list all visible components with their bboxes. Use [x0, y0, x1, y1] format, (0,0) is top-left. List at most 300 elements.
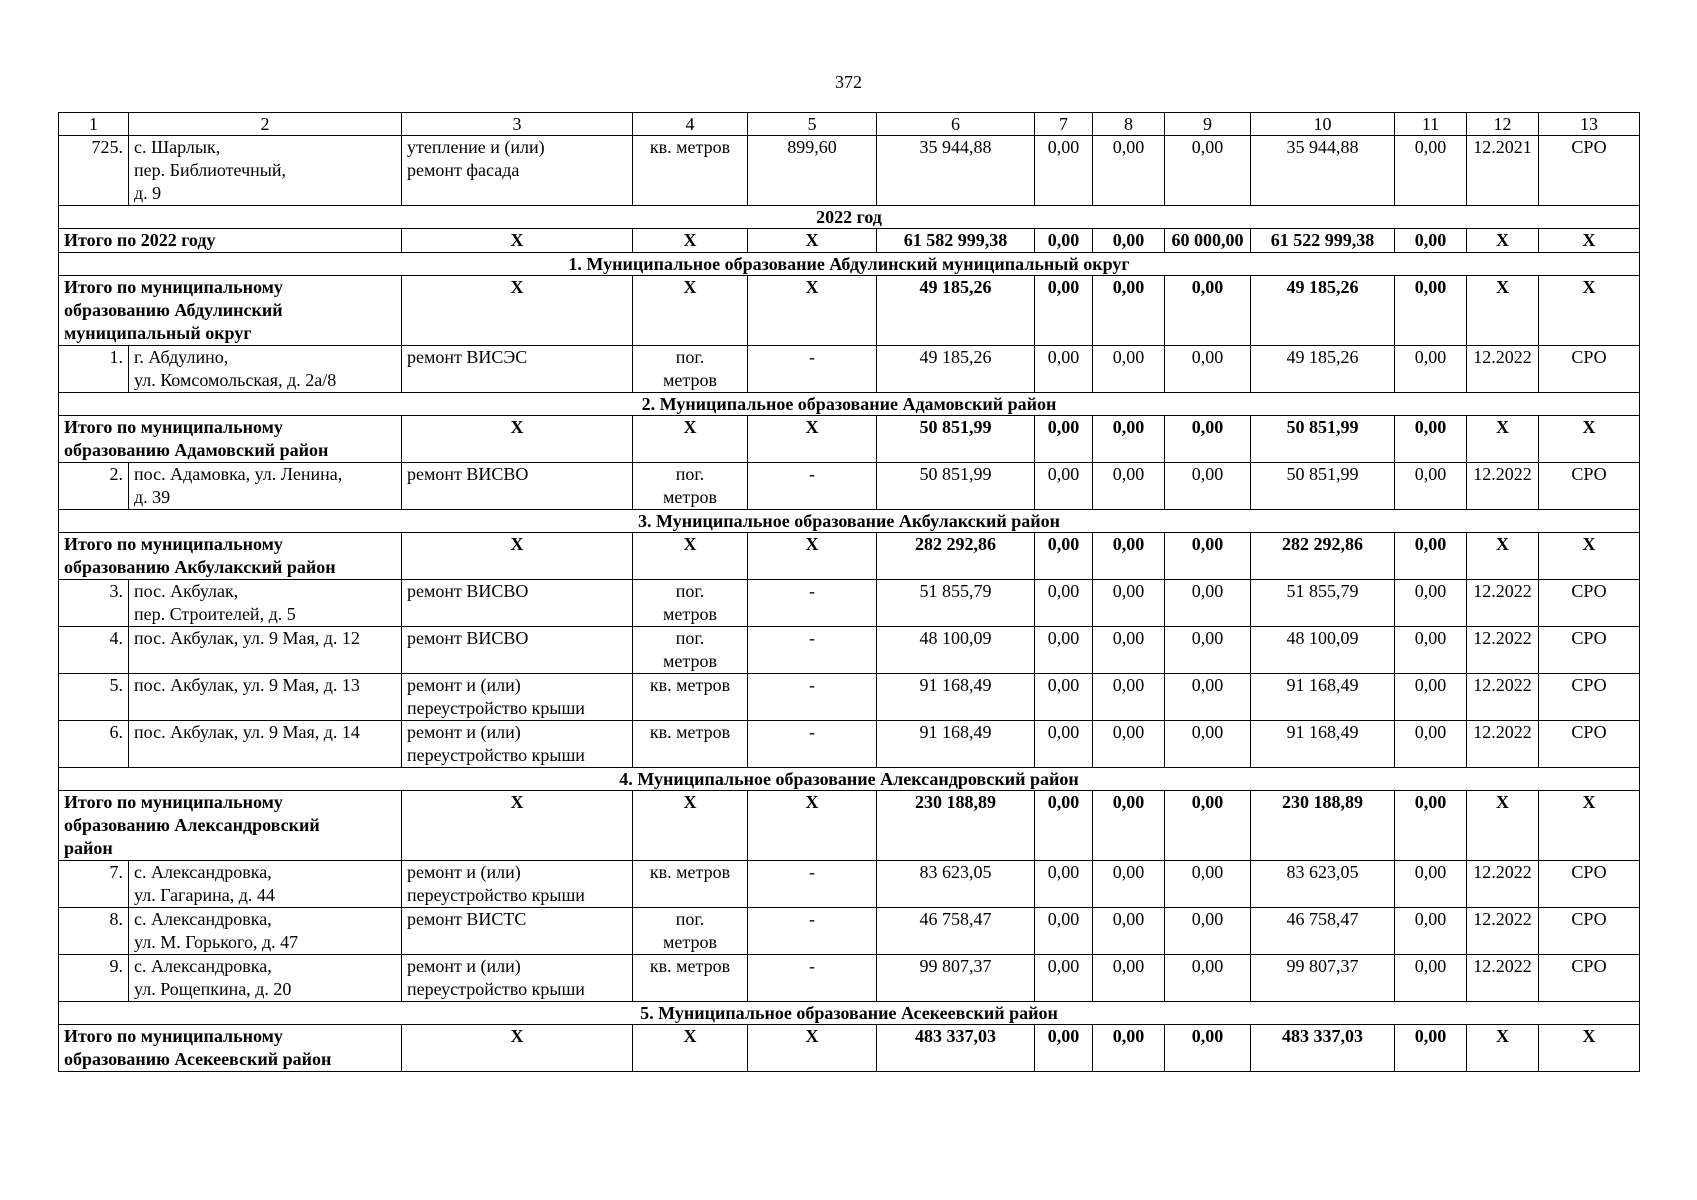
item-col-11: 0,00 — [1395, 346, 1467, 393]
item-address-line: с. Александровка, — [134, 909, 272, 929]
item-unit-line: метров — [663, 604, 717, 624]
subtotal-label-line: Итого по муниципальному — [64, 792, 283, 812]
item-completion-date: 12.2022 — [1467, 955, 1539, 1002]
item-executor: СРО — [1539, 463, 1640, 510]
item-col-7: 0,00 — [1035, 861, 1093, 908]
item-work-type-line: переустройство крыши — [407, 745, 585, 765]
col-unit: X — [633, 276, 748, 346]
item-address-line: пос. Адамовка, ул. Ленина, — [134, 464, 343, 484]
item-work-type — [402, 721, 633, 768]
section-title: 1. Муниципальное образование Абдулинский муниципальный округ — [59, 253, 1640, 276]
item-work-type — [402, 861, 633, 908]
registry-item-row — [59, 580, 1640, 627]
item-unit — [633, 627, 748, 674]
item-work-type-line: ремонт и (или) — [407, 675, 521, 695]
item-col-7: 0,00 — [1035, 908, 1093, 955]
item-unit — [633, 955, 748, 1002]
subtotal-label-line: район — [64, 838, 113, 858]
subtotal-label — [59, 1025, 402, 1072]
item-col-10: 46 758,47 — [1251, 908, 1395, 955]
item-executor: СРО — [1539, 346, 1640, 393]
item-col-7: 0,00 — [1035, 346, 1093, 393]
item-completion-date: 12.2021 — [1467, 136, 1539, 206]
col-12: X — [1467, 791, 1539, 861]
item-unit — [633, 136, 748, 206]
item-col-7: 0,00 — [1035, 580, 1093, 627]
item-work-type-line: ремонт и (или) — [407, 722, 521, 742]
item-work-type — [402, 580, 633, 627]
item-work-type-line: переустройство крыши — [407, 698, 585, 718]
item-unit-line: кв. метров — [649, 137, 731, 157]
col-13: X — [1539, 533, 1640, 580]
col-11: 0,00 — [1395, 1025, 1467, 1072]
col-total-cost: 230 188,89 — [877, 791, 1035, 861]
item-work-type-line: ремонт ВИСТС — [407, 909, 527, 929]
subtotal-label-line: Итого по муниципальному — [64, 1026, 283, 1046]
item-col-10: 83 623,05 — [1251, 861, 1395, 908]
item-unit-line: кв. метров — [649, 675, 731, 695]
col-11: 0,00 — [1395, 791, 1467, 861]
item-unit-line: метров — [663, 487, 717, 507]
item-total-cost: 91 168,49 — [877, 674, 1035, 721]
col-10: 483 337,03 — [1251, 1025, 1395, 1072]
registry-item-row — [59, 463, 1640, 510]
item-completion-date: 12.2022 — [1467, 721, 1539, 768]
col-quantity: X — [748, 1025, 877, 1072]
item-executor: СРО — [1539, 908, 1640, 955]
item-col-11: 0,00 — [1395, 580, 1467, 627]
col-9: 0,00 — [1165, 791, 1251, 861]
item-col-11: 0,00 — [1395, 674, 1467, 721]
col-7: 0,00 — [1035, 416, 1093, 463]
section-heading-row — [59, 253, 1640, 276]
col-unit: X — [633, 1025, 748, 1072]
item-total-cost: 49 185,26 — [877, 346, 1035, 393]
registry-item-row — [59, 908, 1640, 955]
item-col-10: 35 944,88 — [1251, 136, 1395, 206]
section-heading-row — [59, 1002, 1640, 1025]
col-8: 0,00 — [1093, 229, 1165, 253]
item-col-8: 0,00 — [1093, 627, 1165, 674]
column-header-4: 4 — [633, 113, 748, 136]
item-col-11: 0,00 — [1395, 463, 1467, 510]
col-10: 50 851,99 — [1251, 416, 1395, 463]
item-number: 6. — [59, 721, 129, 768]
subtotal-label — [59, 791, 402, 861]
item-work-type-line: переустройство крыши — [407, 979, 585, 999]
item-address — [129, 463, 402, 510]
subtotal-row — [59, 533, 1640, 580]
item-unit-line: пог. — [675, 581, 705, 601]
item-address-line: ул. Рощепкина, д. 20 — [134, 979, 292, 999]
item-total-cost: 46 758,47 — [877, 908, 1035, 955]
col-unit: X — [633, 791, 748, 861]
col-9: 60 000,00 — [1165, 229, 1251, 253]
item-address — [129, 721, 402, 768]
item-unit-line: пог. — [675, 464, 705, 484]
col-10: 49 185,26 — [1251, 276, 1395, 346]
item-col-10: 50 851,99 — [1251, 463, 1395, 510]
col-9: 0,00 — [1165, 1025, 1251, 1072]
item-total-cost: 50 851,99 — [877, 463, 1035, 510]
item-unit-line: метров — [663, 932, 717, 952]
item-col-9: 0,00 — [1165, 721, 1251, 768]
item-unit — [633, 861, 748, 908]
registry-item-row — [59, 627, 1640, 674]
item-work-type — [402, 627, 633, 674]
item-col-10: 91 168,49 — [1251, 721, 1395, 768]
col-9: 0,00 — [1165, 533, 1251, 580]
col-unit: X — [633, 533, 748, 580]
item-work-type-line: ремонт ВИСВО — [407, 581, 529, 601]
item-col-8: 0,00 — [1093, 908, 1165, 955]
section-title: 5. Муниципальное образование Асекеевский район — [59, 1002, 1640, 1025]
section-heading-row — [59, 393, 1640, 416]
section-heading-row — [59, 206, 1640, 229]
section-title: 2. Муниципальное образование Адамовский район — [59, 393, 1640, 416]
item-address-line: г. Абдулино, — [134, 347, 229, 367]
item-col-8: 0,00 — [1093, 580, 1165, 627]
item-number: 7. — [59, 861, 129, 908]
col-work-type: X — [402, 1025, 633, 1072]
item-work-type-line: ремонт и (или) — [407, 956, 521, 976]
item-unit-line: кв. метров — [649, 956, 731, 976]
col-7: 0,00 — [1035, 791, 1093, 861]
page-number: 372 — [835, 72, 862, 92]
item-quantity: 899,60 — [748, 136, 877, 206]
subtotal-label-line: образованию Асекеевский район — [64, 1049, 332, 1069]
col-13: X — [1539, 791, 1640, 861]
item-work-type-line: ремонт ВИСВО — [407, 628, 529, 648]
column-header-7: 7 — [1035, 113, 1093, 136]
col-quantity: X — [748, 533, 877, 580]
col-work-type: X — [402, 416, 633, 463]
column-header-10: 10 — [1251, 113, 1395, 136]
col-total-cost: 483 337,03 — [877, 1025, 1035, 1072]
col-7: 0,00 — [1035, 1025, 1093, 1072]
item-address-line: д. 9 — [134, 183, 162, 203]
column-header-8: 8 — [1093, 113, 1165, 136]
item-address-line: пос. Акбулак, ул. 9 Мая, д. 12 — [134, 628, 360, 648]
item-col-10: 48 100,09 — [1251, 627, 1395, 674]
item-unit — [633, 580, 748, 627]
column-header-5: 5 — [748, 113, 877, 136]
item-unit-line: кв. метров — [649, 862, 731, 882]
col-unit: X — [633, 416, 748, 463]
item-completion-date: 12.2022 — [1467, 463, 1539, 510]
item-work-type-line: ремонт фасада — [407, 160, 520, 180]
col-10: 282 292,86 — [1251, 533, 1395, 580]
column-header-12: 12 — [1467, 113, 1539, 136]
item-work-type — [402, 346, 633, 393]
item-col-11: 0,00 — [1395, 955, 1467, 1002]
item-work-type — [402, 955, 633, 1002]
item-address-line: пос. Акбулак, ул. 9 Мая, д. 13 — [134, 675, 360, 695]
item-col-10: 91 168,49 — [1251, 674, 1395, 721]
col-work-type: X — [402, 276, 633, 346]
item-work-type-line: переустройство крыши — [407, 885, 585, 905]
item-executor: СРО — [1539, 861, 1640, 908]
item-work-type-line: ремонт ВИСВО — [407, 464, 529, 484]
item-quantity: - — [748, 908, 877, 955]
col-total-cost: 50 851,99 — [877, 416, 1035, 463]
item-completion-date: 12.2022 — [1467, 346, 1539, 393]
col-8: 0,00 — [1093, 791, 1165, 861]
item-col-8: 0,00 — [1093, 955, 1165, 1002]
col-total-cost: 49 185,26 — [877, 276, 1035, 346]
col-10: 61 522 999,38 — [1251, 229, 1395, 253]
item-col-10: 99 807,37 — [1251, 955, 1395, 1002]
item-unit-line: пог. — [675, 909, 705, 929]
item-unit-line: метров — [663, 651, 717, 671]
item-quantity: - — [748, 861, 877, 908]
subtotal-row — [59, 276, 1640, 346]
item-quantity: - — [748, 721, 877, 768]
col-11: 0,00 — [1395, 416, 1467, 463]
item-col-8: 0,00 — [1093, 721, 1165, 768]
item-completion-date: 12.2022 — [1467, 908, 1539, 955]
item-col-9: 0,00 — [1165, 346, 1251, 393]
item-unit — [633, 674, 748, 721]
item-number: 2. — [59, 463, 129, 510]
item-address-line: пос. Акбулак, — [134, 581, 239, 601]
subtotal-label-line: Итого по муниципальному — [64, 277, 283, 297]
section-title: 4. Муниципальное образование Александровский район — [59, 768, 1640, 791]
item-col-7: 0,00 — [1035, 463, 1093, 510]
item-address-line: ул. М. Горького, д. 47 — [134, 932, 299, 952]
item-col-11: 0,00 — [1395, 136, 1467, 206]
col-13: X — [1539, 1025, 1640, 1072]
item-quantity: - — [748, 580, 877, 627]
item-work-type — [402, 908, 633, 955]
column-header-row — [59, 113, 1640, 136]
item-unit-line: метров — [663, 370, 717, 390]
registry-item-row — [59, 861, 1640, 908]
item-quantity: - — [748, 346, 877, 393]
item-col-7: 0,00 — [1035, 136, 1093, 206]
item-unit — [633, 463, 748, 510]
item-address — [129, 861, 402, 908]
item-work-type-line: ремонт и (или) — [407, 862, 521, 882]
section-heading-row — [59, 510, 1640, 533]
col-9: 0,00 — [1165, 416, 1251, 463]
column-header-6: 6 — [877, 113, 1035, 136]
col-12: X — [1467, 416, 1539, 463]
col-11: 0,00 — [1395, 533, 1467, 580]
item-total-cost: 48 100,09 — [877, 627, 1035, 674]
subtotal-label-line: Итого по муниципальному — [64, 534, 283, 554]
item-col-9: 0,00 — [1165, 627, 1251, 674]
item-total-cost: 83 623,05 — [877, 861, 1035, 908]
col-work-type: X — [402, 791, 633, 861]
item-col-9: 0,00 — [1165, 861, 1251, 908]
subtotal-label-line: образованию Абдулинский — [64, 300, 283, 320]
item-work-type — [402, 136, 633, 206]
item-address-line: пос. Акбулак, ул. 9 Мая, д. 14 — [134, 722, 360, 742]
item-col-10: 51 855,79 — [1251, 580, 1395, 627]
item-quantity: - — [748, 627, 877, 674]
column-header-1: 1 — [59, 113, 129, 136]
item-address-line: ул. Гагарина, д. 44 — [134, 885, 275, 905]
item-quantity: - — [748, 674, 877, 721]
item-number: 5. — [59, 674, 129, 721]
item-address-line: д. 39 — [134, 487, 171, 507]
item-col-8: 0,00 — [1093, 674, 1165, 721]
col-13: X — [1539, 229, 1640, 253]
col-unit: X — [633, 229, 748, 253]
item-col-11: 0,00 — [1395, 861, 1467, 908]
item-address — [129, 627, 402, 674]
col-quantity: X — [748, 416, 877, 463]
item-unit — [633, 908, 748, 955]
subtotal-label — [59, 533, 402, 580]
col-12: X — [1467, 276, 1539, 346]
item-col-9: 0,00 — [1165, 908, 1251, 955]
item-executor: СРО — [1539, 674, 1640, 721]
item-total-cost: 99 807,37 — [877, 955, 1035, 1002]
col-13: X — [1539, 276, 1640, 346]
col-quantity: X — [748, 791, 877, 861]
col-9: 0,00 — [1165, 276, 1251, 346]
col-total-cost: 282 292,86 — [877, 533, 1035, 580]
subtotal-label — [59, 229, 402, 253]
item-col-7: 0,00 — [1035, 955, 1093, 1002]
item-col-8: 0,00 — [1093, 861, 1165, 908]
item-col-11: 0,00 — [1395, 627, 1467, 674]
item-completion-date: 12.2022 — [1467, 580, 1539, 627]
item-completion-date: 12.2022 — [1467, 861, 1539, 908]
item-number: 8. — [59, 908, 129, 955]
column-header-13: 13 — [1539, 113, 1640, 136]
registry-item-row — [59, 346, 1640, 393]
subtotal-label-line: Итого по муниципальному — [64, 417, 283, 437]
subtotal-label — [59, 276, 402, 346]
col-11: 0,00 — [1395, 276, 1467, 346]
item-address — [129, 136, 402, 206]
col-8: 0,00 — [1093, 1025, 1165, 1072]
item-executor: СРО — [1539, 136, 1640, 206]
subtotal-row — [59, 416, 1640, 463]
item-completion-date: 12.2022 — [1467, 674, 1539, 721]
item-unit-line: пог. — [675, 628, 705, 648]
item-total-cost: 91 168,49 — [877, 721, 1035, 768]
col-quantity: X — [748, 229, 877, 253]
subtotal-label — [59, 416, 402, 463]
item-address-line: пер. Строителей, д. 5 — [134, 604, 296, 624]
item-col-10: 49 185,26 — [1251, 346, 1395, 393]
col-13: X — [1539, 416, 1640, 463]
item-col-8: 0,00 — [1093, 463, 1165, 510]
item-quantity: - — [748, 955, 877, 1002]
item-work-type-line: утепление и (или) — [407, 137, 545, 157]
item-col-9: 0,00 — [1165, 463, 1251, 510]
col-8: 0,00 — [1093, 276, 1165, 346]
item-col-8: 0,00 — [1093, 136, 1165, 206]
item-address — [129, 346, 402, 393]
subtotal-label-line: образованию Александровский — [64, 815, 320, 835]
item-work-type-line: ремонт ВИСЭС — [407, 347, 528, 367]
item-quantity: - — [748, 463, 877, 510]
item-address-line: с. Александровка, — [134, 862, 272, 882]
item-number: 1. — [59, 346, 129, 393]
item-address — [129, 674, 402, 721]
item-number: 4. — [59, 627, 129, 674]
item-address-line: ул. Комсомольская, д. 2а/8 — [134, 370, 337, 390]
item-executor: СРО — [1539, 627, 1640, 674]
col-12: X — [1467, 229, 1539, 253]
item-completion-date: 12.2022 — [1467, 627, 1539, 674]
item-work-type — [402, 674, 633, 721]
subtotal-row — [59, 229, 1640, 253]
registry-item-row — [59, 674, 1640, 721]
col-quantity: X — [748, 276, 877, 346]
registry-item-row — [59, 136, 1640, 206]
item-col-11: 0,00 — [1395, 908, 1467, 955]
registry-item-row — [59, 955, 1640, 1002]
item-col-9: 0,00 — [1165, 955, 1251, 1002]
col-8: 0,00 — [1093, 416, 1165, 463]
item-total-cost: 35 944,88 — [877, 136, 1035, 206]
item-col-11: 0,00 — [1395, 721, 1467, 768]
item-number: 725. — [59, 136, 129, 206]
subtotal-row — [59, 1025, 1640, 1072]
section-title: 3. Муниципальное образование Акбулакский район — [59, 510, 1640, 533]
col-8: 0,00 — [1093, 533, 1165, 580]
col-12: X — [1467, 533, 1539, 580]
item-col-9: 0,00 — [1165, 136, 1251, 206]
item-number: 9. — [59, 955, 129, 1002]
col-12: X — [1467, 1025, 1539, 1072]
item-col-7: 0,00 — [1035, 627, 1093, 674]
item-unit-line: кв. метров — [649, 722, 731, 742]
subtotal-row — [59, 791, 1640, 861]
column-header-9: 9 — [1165, 113, 1251, 136]
capital-repair-registry-table — [58, 112, 1640, 1072]
item-address — [129, 580, 402, 627]
table-body — [59, 113, 1640, 1072]
col-10: 230 188,89 — [1251, 791, 1395, 861]
item-unit — [633, 721, 748, 768]
item-col-8: 0,00 — [1093, 346, 1165, 393]
col-total-cost: 61 582 999,38 — [877, 229, 1035, 253]
col-work-type: X — [402, 229, 633, 253]
subtotal-label-line: Итого по 2022 году — [64, 230, 216, 250]
col-11: 0,00 — [1395, 229, 1467, 253]
registry-item-row — [59, 721, 1640, 768]
item-col-7: 0,00 — [1035, 674, 1093, 721]
section-heading-row — [59, 768, 1640, 791]
column-header-3: 3 — [402, 113, 633, 136]
col-7: 0,00 — [1035, 229, 1093, 253]
item-unit — [633, 346, 748, 393]
item-executor: СРО — [1539, 955, 1640, 1002]
item-address-line: с. Шарлык, — [134, 137, 221, 157]
subtotal-label-line: образованию Акбулакский район — [64, 557, 336, 577]
item-col-7: 0,00 — [1035, 721, 1093, 768]
item-executor: СРО — [1539, 721, 1640, 768]
item-address-line: с. Александровка, — [134, 956, 272, 976]
subtotal-label-line: муниципальный округ — [64, 323, 252, 343]
item-total-cost: 51 855,79 — [877, 580, 1035, 627]
section-title: 2022 год — [59, 206, 1640, 229]
column-header-2: 2 — [129, 113, 402, 136]
item-executor: СРО — [1539, 580, 1640, 627]
col-work-type: X — [402, 533, 633, 580]
col-7: 0,00 — [1035, 276, 1093, 346]
item-address — [129, 955, 402, 1002]
item-col-9: 0,00 — [1165, 674, 1251, 721]
item-col-9: 0,00 — [1165, 580, 1251, 627]
